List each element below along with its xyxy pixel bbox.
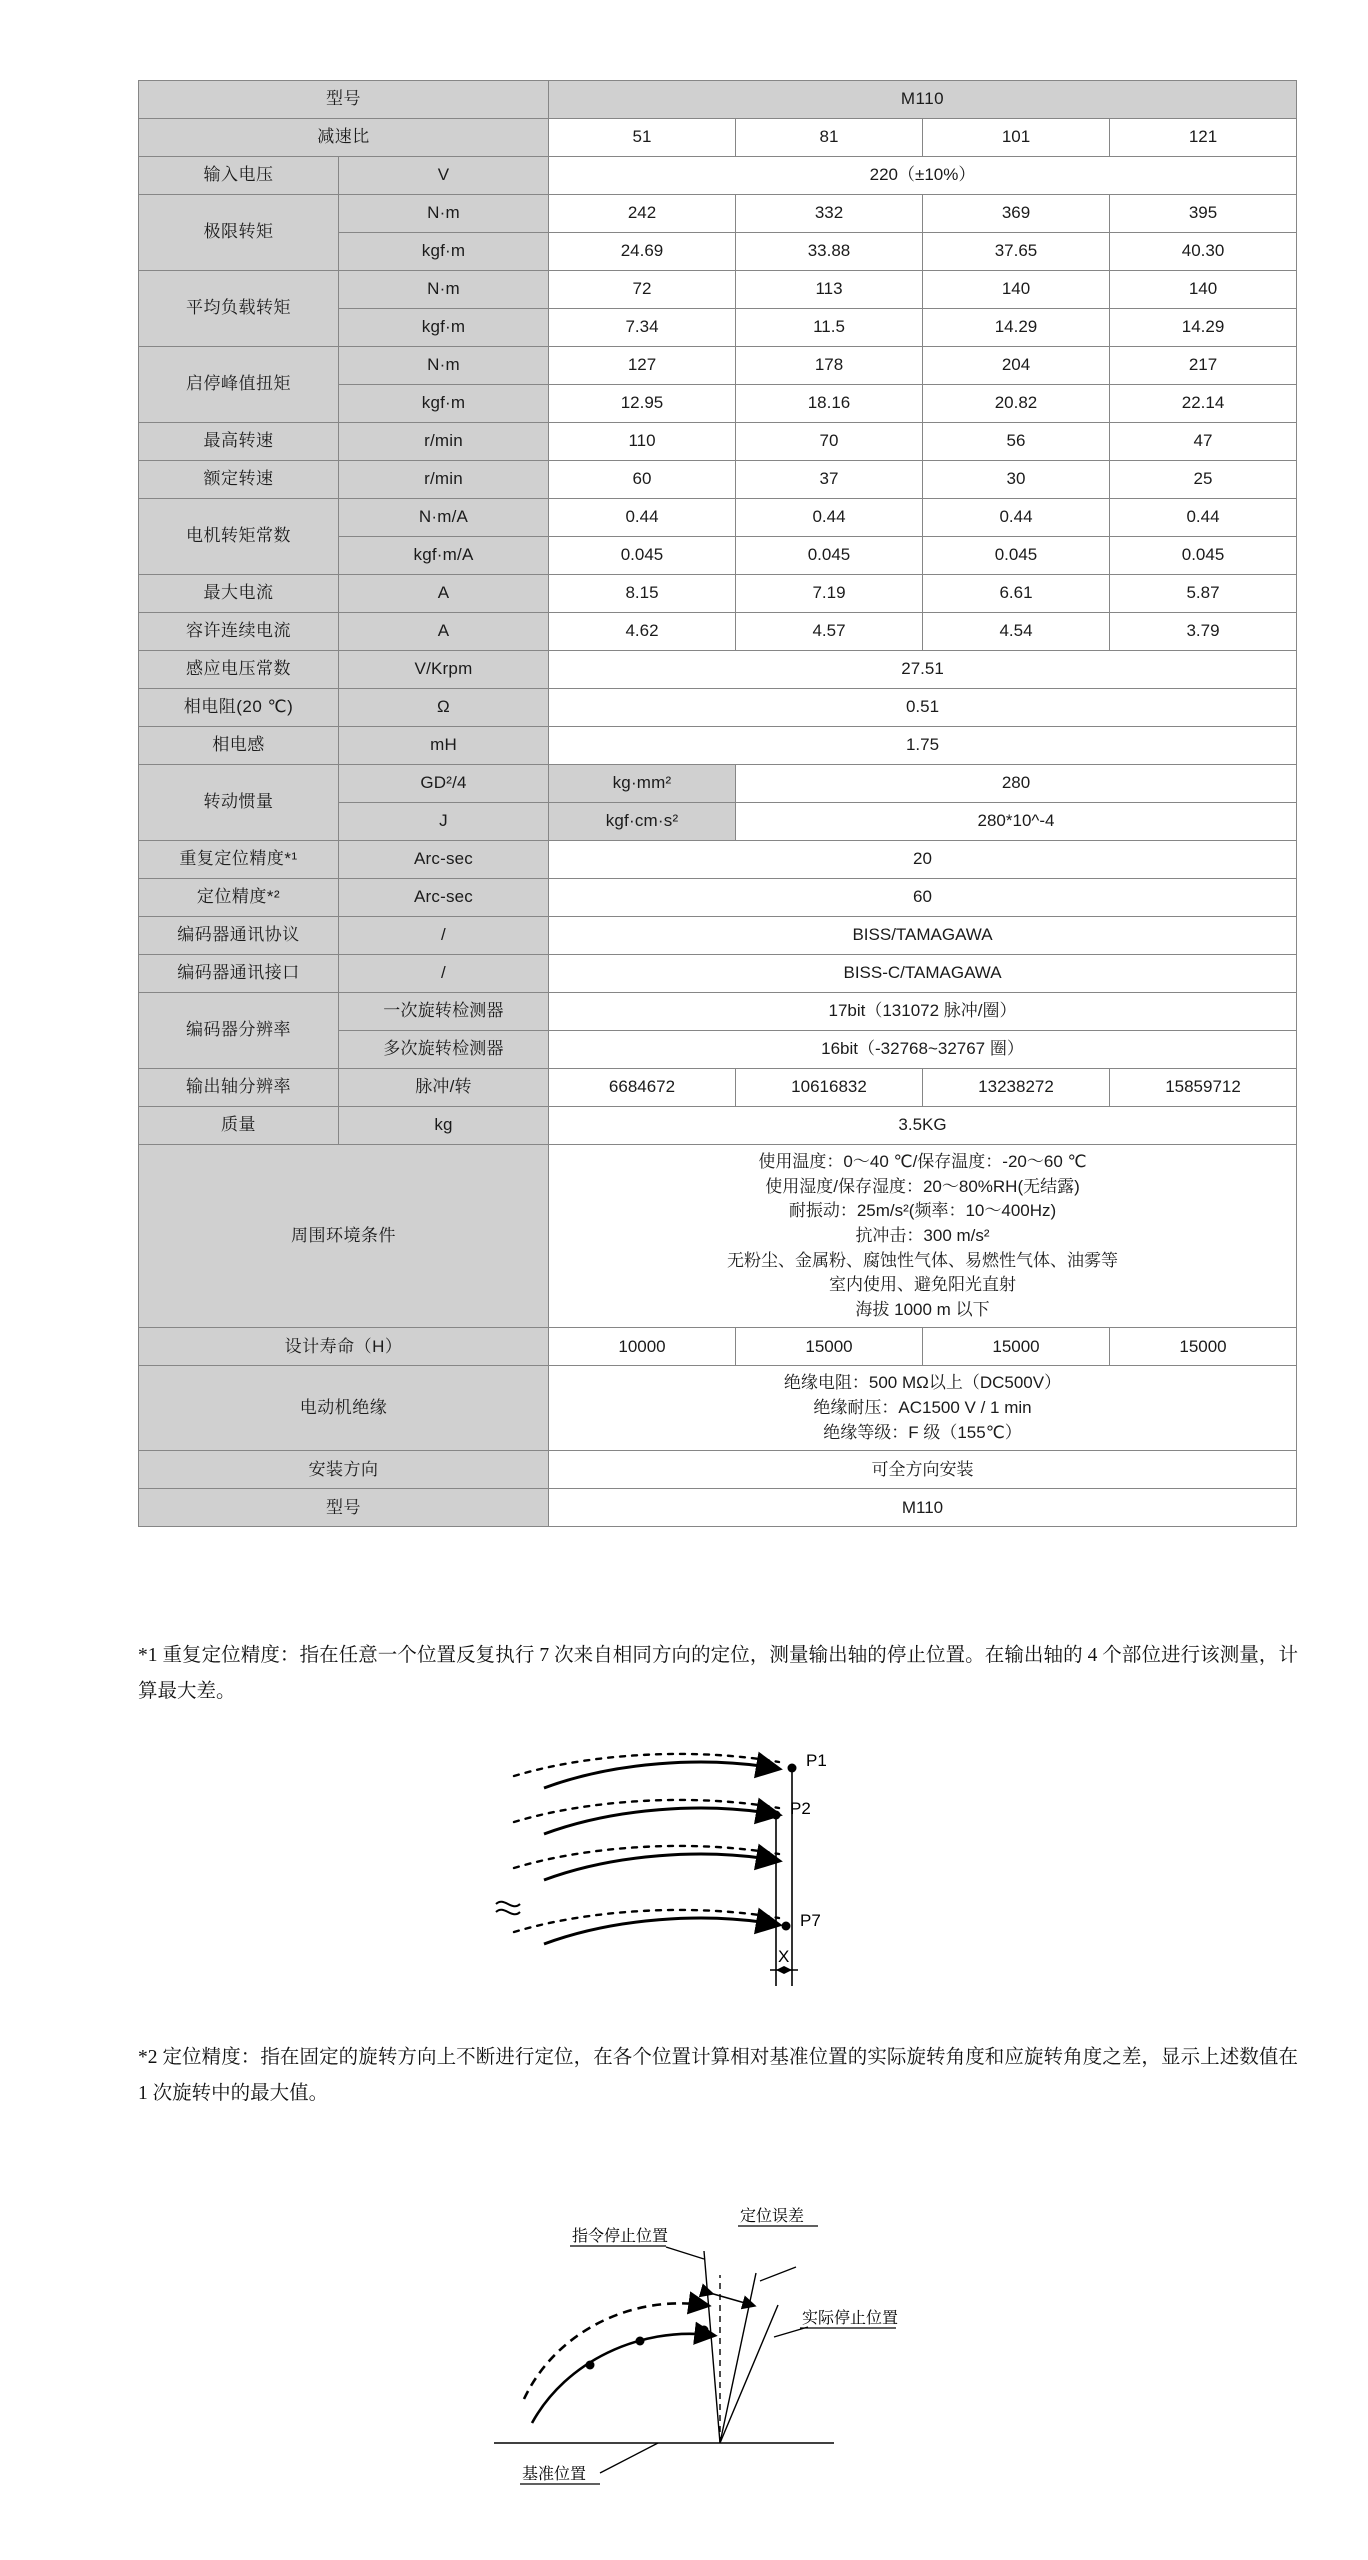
row-label-encoder-resolution: 编码器分辨率 [139, 993, 339, 1069]
row-label-phase-resistance: 相电阻(20 ℃) [139, 689, 339, 727]
table-row-position-accuracy [139, 879, 1297, 917]
phase-resistance-value: 0.51 [549, 689, 1297, 727]
max-speed-2: 70 [736, 423, 923, 461]
row-unit-input-voltage: V [339, 157, 549, 195]
table-row-encoder-protocol [139, 917, 1297, 955]
env-line-humidity: 使用湿度/保存湿度：20～80%RH(无结露) [765, 1176, 1080, 1196]
max-speed-3: 56 [923, 423, 1110, 461]
mass-value: 3.5KG [549, 1107, 1297, 1145]
peak-nm-4: 217 [1110, 347, 1297, 385]
insulation-line-class: 绝缘等级：F 级（155℃） [823, 1422, 1022, 1442]
row-label-encoder-protocol: 编码器通讯协议 [139, 917, 339, 955]
max-current-1: 8.15 [549, 575, 736, 613]
row-label-environment: 周围环境条件 [139, 1145, 549, 1328]
row-unit-encoder-protocol: / [339, 917, 549, 955]
row-label-max-current: 最大电流 [139, 575, 339, 613]
table-row-model-footer [139, 1489, 1297, 1527]
limit-torque-kgf-3: 37.65 [923, 233, 1110, 271]
row-unit-rated-speed: r/min [339, 461, 549, 499]
model-header-value: M110 [549, 81, 1297, 119]
avg-load-kgf-2: 11.5 [736, 309, 923, 347]
insulation-line-withstand: 绝缘耐压：AC1500 V / 1 min [813, 1398, 1032, 1418]
row-unit-encoder-multi: 多次旋转检测器 [339, 1031, 549, 1069]
figure2-label-command-stop: 指令停止位置 [572, 2228, 669, 2245]
row-unit-output-resolution: 脉冲/转 [339, 1069, 549, 1107]
row-label-torque-const: 电机转矩常数 [139, 499, 339, 575]
peak-kgf-1: 12.95 [549, 385, 736, 423]
row-unit-phase-resistance: Ω [339, 689, 549, 727]
limit-torque-nm-3: 369 [923, 195, 1110, 233]
torque-const-nm-4: 0.44 [1110, 499, 1297, 537]
peak-nm-2: 178 [736, 347, 923, 385]
row-unit-avg-load-kgf: kgf·m [339, 309, 549, 347]
row-label-peak-torque: 启停峰值扭矩 [139, 347, 339, 423]
row-unit-inertia-gd: kg·mm² [549, 765, 736, 803]
figure1-label-p2: P2 [790, 1799, 811, 1818]
row-unit-torque-const-kgf: kgf·m/A [339, 537, 549, 575]
max-current-3: 6.61 [923, 575, 1110, 613]
specification-table [138, 80, 1297, 1527]
row-label-limit-torque: 极限转矩 [139, 195, 339, 271]
avg-load-nm-1: 72 [549, 271, 736, 309]
design-life-3: 15000 [923, 1328, 1110, 1366]
specification-table-container [138, 80, 1296, 1527]
table-row-output-resolution [139, 1069, 1297, 1107]
table-row-avg-load-torque-nm [139, 271, 1297, 309]
row-label-phase-inductance: 相电感 [139, 727, 339, 765]
ratio-value-2: 81 [736, 119, 923, 157]
torque-const-kgf-1: 0.045 [549, 537, 736, 575]
figure2-svg [404, 2155, 964, 2485]
limit-torque-kgf-1: 24.69 [549, 233, 736, 271]
row-unit-cont-current: A [339, 613, 549, 651]
rated-speed-4: 25 [1110, 461, 1297, 499]
table-row-ratio [139, 119, 1297, 157]
row-unit-limit-torque-kgf: kgf·m [339, 233, 549, 271]
figure2-radial-lines [704, 2251, 778, 2443]
row-label-cont-current: 容许连续电流 [139, 613, 339, 651]
max-current-4: 5.87 [1110, 575, 1297, 613]
torque-const-nm-2: 0.44 [736, 499, 923, 537]
table-row-encoder-single [139, 993, 1297, 1031]
figure2-label-reference: 基准位置 [522, 2466, 587, 2483]
row-unit-peak-kgf: kgf·m [339, 385, 549, 423]
design-life-2: 15000 [736, 1328, 923, 1366]
output-resolution-1: 6684672 [549, 1069, 736, 1107]
table-row-encoder-interface [139, 955, 1297, 993]
figure2-axes [494, 2275, 834, 2443]
inertia-gd-value: 280 [736, 765, 1297, 803]
table-row-environment [139, 1145, 1297, 1328]
figure1-svg [474, 1718, 894, 2018]
row-unit-phase-inductance: mH [339, 727, 549, 765]
figure1-break-symbol [496, 1902, 520, 1915]
row-unit-max-speed: r/min [339, 423, 549, 461]
row-unit-max-current: A [339, 575, 549, 613]
figure2-leader-lines [600, 2247, 808, 2473]
table-row-bemf [139, 651, 1297, 689]
row-label-bemf: 感应电压常数 [139, 651, 339, 689]
table-row-input-voltage [139, 157, 1297, 195]
row-unit-mass: kg [339, 1107, 549, 1145]
table-row-model-header [139, 81, 1297, 119]
avg-load-kgf-4: 14.29 [1110, 309, 1297, 347]
row-label-insulation: 电动机绝缘 [139, 1366, 549, 1451]
table-row-design-life [139, 1328, 1297, 1366]
output-resolution-4: 15859712 [1110, 1069, 1297, 1107]
max-current-2: 7.19 [736, 575, 923, 613]
table-row-cont-current [139, 613, 1297, 651]
limit-torque-nm-4: 395 [1110, 195, 1297, 233]
table-row-torque-const-nm [139, 499, 1297, 537]
cont-current-1: 4.62 [549, 613, 736, 651]
ratio-value-3: 101 [923, 119, 1110, 157]
peak-nm-3: 204 [923, 347, 1110, 385]
row-label-model-footer: 型号 [139, 1489, 549, 1527]
model-header-label: 型号 [139, 81, 549, 119]
limit-torque-nm-1: 242 [549, 195, 736, 233]
table-row-repeat-accuracy [139, 841, 1297, 879]
table-row-phase-inductance [139, 727, 1297, 765]
table-row-peak-torque-nm [139, 347, 1297, 385]
encoder-interface-value: BISS-C/TAMAGAWA [549, 955, 1297, 993]
ratio-value-1: 51 [549, 119, 736, 157]
encoder-protocol-value: BISS/TAMAGAWA [549, 917, 1297, 955]
table-row-limit-torque-nm [139, 195, 1297, 233]
avg-load-nm-2: 113 [736, 271, 923, 309]
avg-load-kgf-1: 7.34 [549, 309, 736, 347]
env-line-temperature: 使用温度：0～40 ℃/保存温度：-20～60 ℃ [758, 1152, 1087, 1171]
figure-repeat-positioning [0, 1718, 1368, 2023]
figure2-error-arrows [710, 2293, 752, 2305]
row-unit-torque-const-nm: N·m/A [339, 499, 549, 537]
row-label-design-life: 设计寿命（H） [139, 1328, 549, 1366]
row-label-mount-direction: 安装方向 [139, 1451, 549, 1489]
row-unit-avg-load-nm: N·m [339, 271, 549, 309]
torque-const-kgf-2: 0.045 [736, 537, 923, 575]
table-row-max-current [139, 575, 1297, 613]
encoder-multi-value: 16bit（-32768~32767 圈） [549, 1031, 1297, 1069]
figure1-solid-arrows [544, 1762, 774, 1944]
row-label-rated-speed: 额定转速 [139, 461, 339, 499]
peak-kgf-4: 22.14 [1110, 385, 1297, 423]
table-row-max-speed [139, 423, 1297, 461]
row-unit-bemf: V/Krpm [339, 651, 549, 689]
rated-speed-1: 60 [549, 461, 736, 499]
bemf-value: 27.51 [549, 651, 1297, 689]
environment-conditions-cell [549, 1145, 1297, 1328]
torque-const-kgf-3: 0.045 [923, 537, 1110, 575]
figure2-actual-arc [532, 2334, 710, 2423]
repeat-accuracy-value: 20 [549, 841, 1297, 879]
torque-const-nm-1: 0.44 [549, 499, 736, 537]
table-row-phase-resistance [139, 689, 1297, 727]
row-sublabel-inertia-gd: GD²/4 [339, 765, 549, 803]
env-line-contaminants: 无粉尘、金属粉、腐蚀性气体、易燃性气体、油雾等 [727, 1250, 1118, 1270]
peak-kgf-2: 18.16 [736, 385, 923, 423]
figure1-label-x: X [778, 1947, 790, 1966]
figure1-dashed-arcs [514, 1754, 779, 1932]
insulation-cell [549, 1366, 1297, 1451]
figure1-x-arrowheads [776, 1966, 792, 1974]
peak-nm-1: 127 [549, 347, 736, 385]
figure2-command-arc [524, 2303, 704, 2399]
figure2-label-position-error: 定位误差 [740, 2208, 805, 2225]
avg-load-nm-3: 140 [923, 271, 1110, 309]
table-row-insulation [139, 1366, 1297, 1451]
figure1-label-p1: P1 [806, 1751, 827, 1770]
encoder-single-value: 17bit（131072 脉冲/圈） [549, 993, 1297, 1031]
row-unit-encoder-single: 一次旋转检测器 [339, 993, 549, 1031]
limit-torque-kgf-2: 33.88 [736, 233, 923, 271]
cont-current-4: 3.79 [1110, 613, 1297, 651]
avg-load-kgf-3: 14.29 [923, 309, 1110, 347]
max-speed-1: 110 [549, 423, 736, 461]
footnote-repeat-accuracy: *1 重复定位精度：指在任意一个位置反复执行 7 次来自相同方向的定位，测量输出轴的停止位置。在输出轴的 4 个部位进行该测量，计算最大差。 [138, 1645, 1298, 1703]
table-row-rated-speed [139, 461, 1297, 499]
env-line-indoor: 室内使用、避免阳光直射 [829, 1275, 1016, 1295]
row-unit-peak-nm: N·m [339, 347, 549, 385]
model-footer-value: M110 [549, 1489, 1297, 1527]
figure1-label-p7: P7 [800, 1911, 821, 1930]
rated-speed-3: 30 [923, 461, 1110, 499]
row-unit-encoder-interface: / [339, 955, 549, 993]
design-life-1: 10000 [549, 1328, 736, 1366]
mount-direction-value: 可全方向安装 [549, 1451, 1297, 1489]
row-unit-limit-torque-nm: N·m [339, 195, 549, 233]
row-unit-repeat-accuracy: Arc-sec [339, 841, 549, 879]
cont-current-2: 4.57 [736, 613, 923, 651]
torque-const-kgf-4: 0.045 [1110, 537, 1297, 575]
env-line-altitude: 海拔 1000 m 以下 [855, 1299, 990, 1319]
row-label-output-resolution: 输出轴分辨率 [139, 1069, 339, 1107]
row-sublabel-inertia-j: J [339, 803, 549, 841]
ratio-value-4: 121 [1110, 119, 1297, 157]
row-unit-inertia-j: kgf·cm·s² [549, 803, 736, 841]
row-label-avg-load-torque: 平均负载转矩 [139, 271, 339, 347]
row-unit-position-accuracy: Arc-sec [339, 879, 549, 917]
peak-kgf-3: 20.82 [923, 385, 1110, 423]
insulation-line-resistance: 绝缘电阻：500 MΩ以上（DC500V） [783, 1373, 1062, 1393]
design-life-4: 15000 [1110, 1328, 1297, 1366]
footnote-position-accuracy: *2 定位精度：指在固定的旋转方向上不断进行定位，在各个位置计算相对基准位置的实际旋转角度和应旋转角度之差，显示上述数值在 1 次旋转中的最大值。 [138, 2047, 1298, 2105]
table-row-mass [139, 1107, 1297, 1145]
figure2-label-actual-stop: 实际停止位置 [802, 2310, 899, 2327]
rated-speed-2: 37 [736, 461, 923, 499]
row-label-input-voltage: 输入电压 [139, 157, 339, 195]
row-label-repeat-accuracy: 重复定位精度*¹ [139, 841, 339, 879]
output-resolution-2: 10616832 [736, 1069, 923, 1107]
env-line-shock: 抗冲击：300 m/s² [855, 1225, 990, 1245]
row-label-mass: 质量 [139, 1107, 339, 1145]
max-speed-4: 47 [1110, 423, 1297, 461]
figure-positioning-accuracy [0, 2155, 1368, 2490]
inertia-j-value: 280*10^-4 [736, 803, 1297, 841]
limit-torque-kgf-4: 40.30 [1110, 233, 1297, 271]
avg-load-nm-4: 140 [1110, 271, 1297, 309]
output-resolution-3: 13238272 [923, 1069, 1110, 1107]
env-line-vibration: 耐振动：25m/s²(频率：10～400Hz) [788, 1201, 1057, 1221]
torque-const-nm-3: 0.44 [923, 499, 1110, 537]
figure2-point-dots [586, 2326, 709, 2370]
table-row-mount-direction [139, 1451, 1297, 1489]
row-label-ratio: 减速比 [139, 119, 549, 157]
phase-inductance-value: 1.75 [549, 727, 1297, 765]
cont-current-3: 4.54 [923, 613, 1110, 651]
position-accuracy-value: 60 [549, 879, 1297, 917]
limit-torque-nm-2: 332 [736, 195, 923, 233]
row-label-inertia: 转动惯量 [139, 765, 339, 841]
row-label-encoder-interface: 编码器通讯接口 [139, 955, 339, 993]
input-voltage-value: 220（±10%） [549, 157, 1297, 195]
table-row-inertia-gd [139, 765, 1297, 803]
row-label-position-accuracy: 定位精度*² [139, 879, 339, 917]
row-label-max-speed: 最高转速 [139, 423, 339, 461]
